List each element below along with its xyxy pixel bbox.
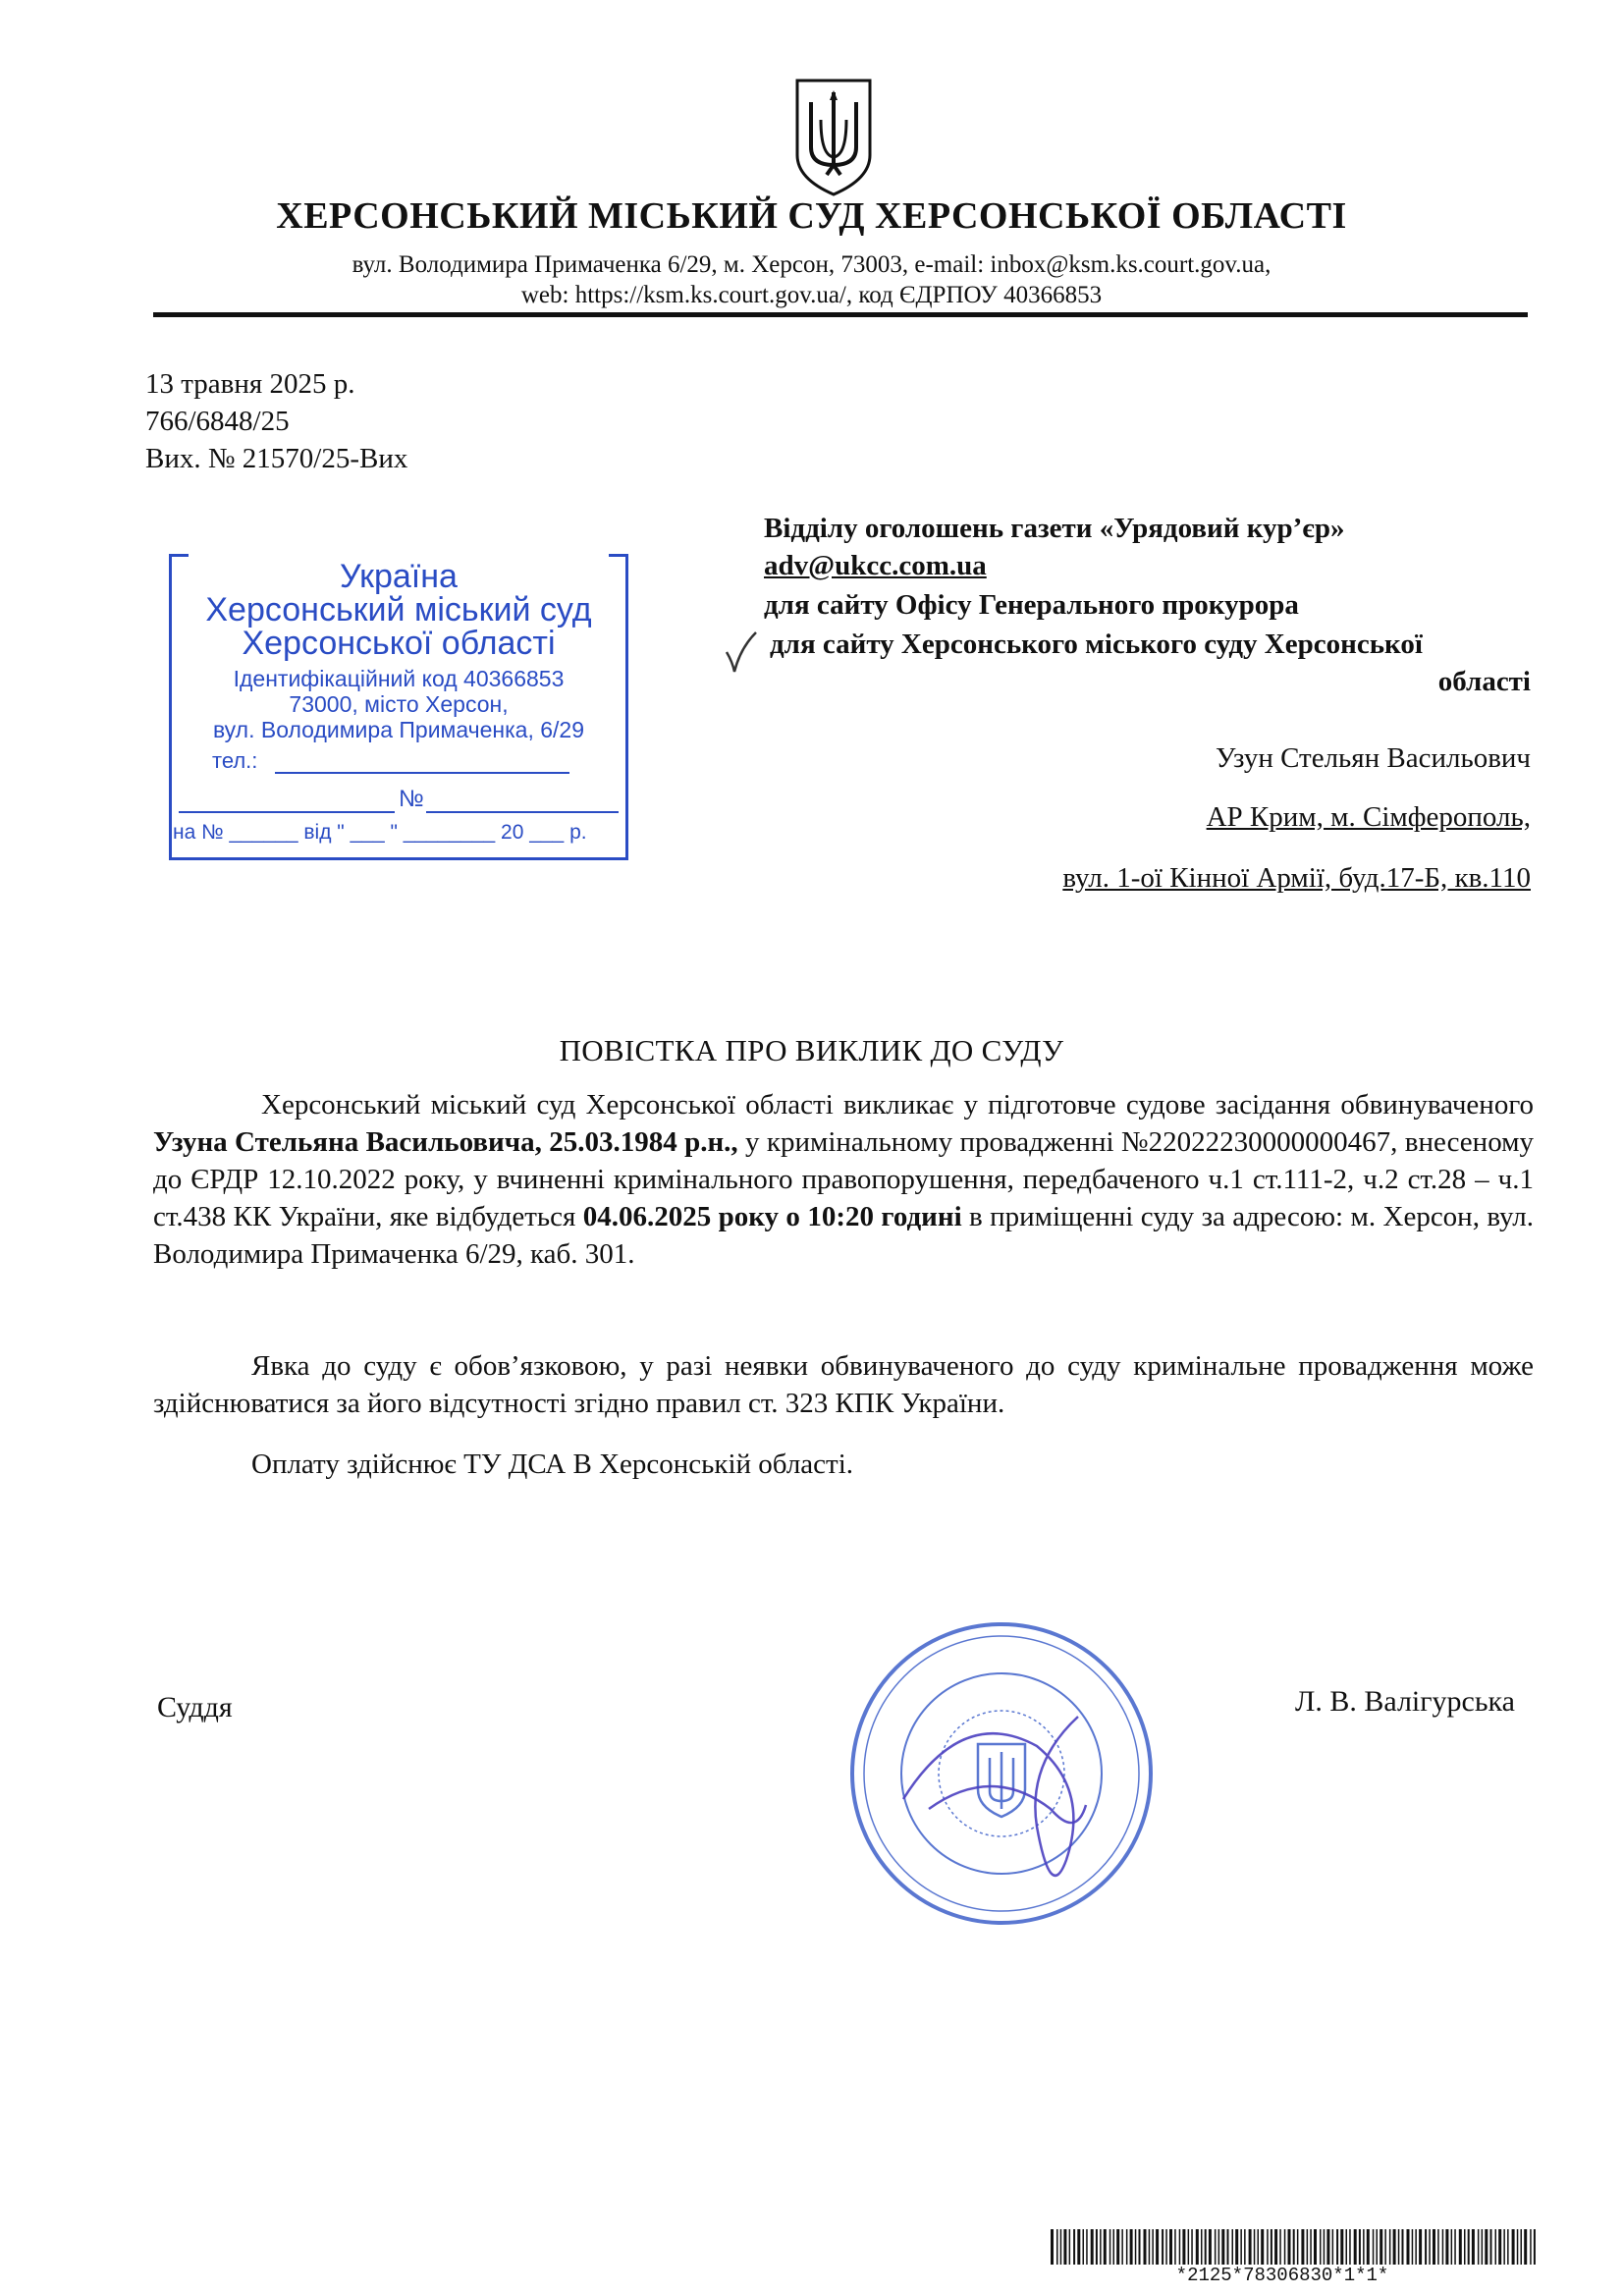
- stamp-blank: [426, 811, 619, 813]
- judge-name: Л. В. Валігурська: [1295, 1685, 1515, 1718]
- court-seal-icon: [844, 1616, 1159, 1931]
- stamp-line: вул. Володимира Примаченка, 6/29: [212, 717, 585, 742]
- court-address-line: вул. Володимира Примаченка 6/29, м. Херсон, 73003, e-mail: inbox@ksm.ks.court.gov.ua,: [352, 251, 1271, 278]
- barcode: [1049, 2229, 1540, 2265]
- court-name: ХЕРСОНСЬКИЙ МІСЬКИЙ СУД ХЕРСОНСЬКОЇ ОБЛАСТІ: [276, 195, 1347, 237]
- outgoing-number: Вих. № 21570/25-Вих: [145, 443, 408, 474]
- addressee-city: АР Крим, м. Сімферополь,: [1206, 801, 1531, 833]
- summons-text: в приміщенні суду за адресою: м. Херсон, вул. Володимира Примаченка 6/29, каб. 301.: [153, 1201, 1534, 1270]
- summons-text: Херсонський міський суд Херсонської області викликає у підготовче судове засідання обвинуваченого: [261, 1089, 1534, 1121]
- hearing-datetime: 04.06.2025 року о 10:20 годині: [582, 1201, 962, 1232]
- summons-text: у кримінальному провадженні №22022230000000467, внесеному до ЄРДР 12.10.2022 року, у вчиненні кримінального правопорушення, передбаченого ч.1 ст.111-2, ч.2 ст.28 – ч.1 ст.438 КК України, яке відбудеться: [153, 1126, 1534, 1232]
- checkmark-icon: [723, 629, 758, 674]
- stamp-line: 73000, місто Херсон,: [289, 691, 509, 717]
- outgoing-metadata: [145, 365, 407, 477]
- header-divider: [153, 312, 1528, 317]
- case-number: 766/6848/25: [145, 406, 290, 437]
- defendant-name: Узуна Стельяна Васильовича, 25.03.1984 р.н.,: [153, 1126, 738, 1158]
- stamp-line: Херсонський міський суд: [205, 591, 592, 629]
- addressee-street: вул. 1-ої Кінної Армії, буд.17-Б, кв.110: [1062, 862, 1531, 894]
- summons-paragraph: Оплату здійснює ТУ ДСА В Херсонській області.: [251, 1449, 854, 1480]
- addressee-name: Узун Стельян Васильович: [1215, 742, 1531, 774]
- recipient-line: області: [1437, 666, 1531, 697]
- recipient-line: для сайту Офісу Генерального прокурора: [764, 589, 1299, 621]
- recipient-line: Відділу оголошень газети «Урядовий кур’єр»: [764, 513, 1345, 544]
- judge-label: Суддя: [157, 1691, 233, 1723]
- recipient-line: для сайту Херсонського міського суду Херсонської: [770, 629, 1423, 660]
- stamp-blank: [179, 811, 395, 813]
- stamp-tel-label: тел.:: [212, 748, 258, 773]
- recipient-email: adv@ukcc.com.ua: [764, 550, 987, 581]
- stamp-line: Херсонської області: [242, 625, 556, 662]
- court-web-line: web: https://ksm.ks.court.gov.ua/, код ЄДРПОУ 40366853: [520, 282, 1103, 308]
- summons-title: ПОВІСТКА ПРО ВИКЛИК ДО СУДУ: [559, 1033, 1064, 1067]
- stamp-tel-blank: [275, 772, 569, 774]
- stamp-number-sign: №: [399, 786, 424, 812]
- summons-paragraph: [153, 1086, 1534, 1273]
- summons-paragraph: Явка до суду є обов’язковою, у разі неявки обвинуваченого до суду кримінальне провадження може здійснюватися за його відсутності згідно правил ст. 323 КПК України.: [153, 1350, 1534, 1419]
- document-date: 13 травня 2025 р.: [145, 368, 355, 400]
- barcode-text: *2125*78306830*1*1*: [1175, 2265, 1389, 2286]
- trident-emblem-icon: [791, 77, 876, 198]
- stamp-line: Україна: [340, 558, 458, 595]
- registration-stamp: [169, 554, 628, 860]
- stamp-bottom-line: на № ______ від " ___ " ________ 20 ___ р.: [173, 821, 587, 844]
- stamp-line: Ідентифікаційний код 40366853: [233, 666, 565, 691]
